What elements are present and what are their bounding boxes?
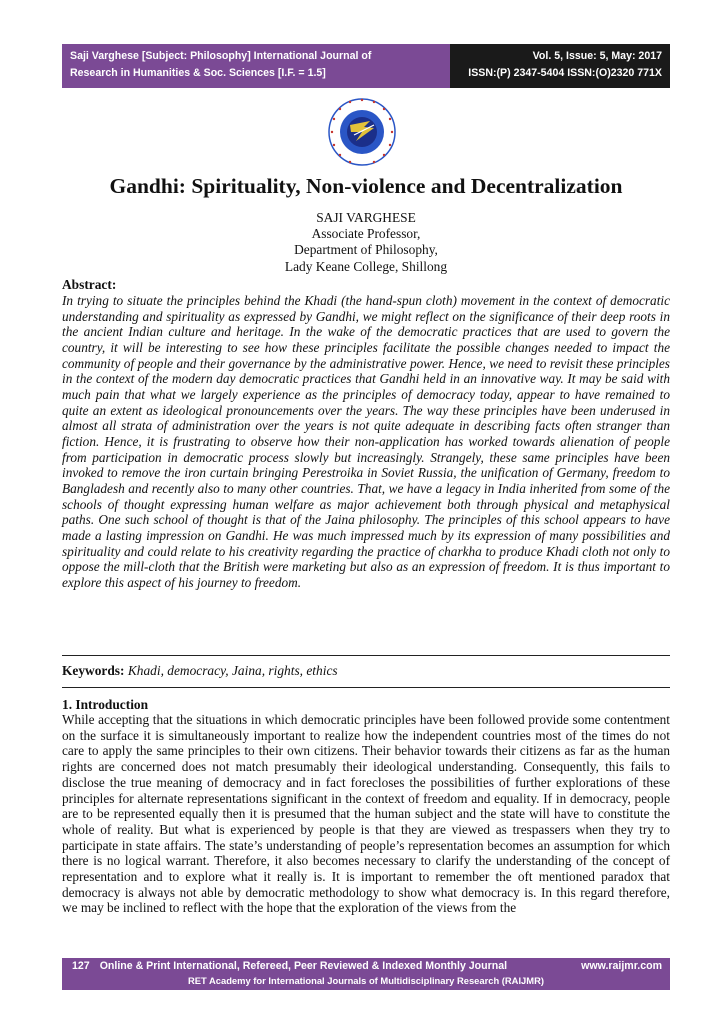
footer-publisher: RET Academy for International Journals of Multidisciplinary Research (RAIJMR) [188,975,544,986]
header-volume: Vol. 5, Issue: 5, May: 2017 [532,50,662,62]
introduction-text: While accepting that the situations in which democratic principles have been followed provide some contentment on the surface it is simultaneously important to realize how the independent countries most of the times do not care to apply the same principles to their own citizens. Their behavior towards their citizens as far as the human rights are concerned does not match presumably their ideological understanding. Consequently, this fails to disclose the true meaning of democracy and in fact forecloses the possibilities of further explorations of these principles for alternate representations significant in the context of freedom and equality. If in democracy, people are to be represented equally then it is presumed that the human subject and the state will have to constitute the whole of reality. But what is experienced by people is that they are viewed as trespassers when they try to participate in state affairs. The state’s understanding of people’s representation becomes an assumption for which there is no logical warrant. Therefore, it also becomes necessary to clarify the understanding of the concept of representation and to explore what it really is. It is important to remember the oft mentioned paradox that democracy is always not able by democratic methodology to show what democracy is. In this regard therefore, we may be inclined to reflect with the hope that the exploration of the views from the [62,712,670,916]
author-college: Lady Keane College, Shillong [284,258,448,274]
journal-footer [62,958,670,990]
footer-line1 [72,960,507,972]
abstract-text: In trying to situate the principles behind the Khadi (the hand-spun cloth) movement in the context of democratic understanding and spirituality as expressed by Gandhi, we might reflect on the significance of their deep roots in the ancient Indian culture and heritage. In the wake of the democratic practices that are used to govern the country, it will be interesting to see how these principles facilitate the possible changes needed to impact the community of people and their governance by the administrative power. Hence, we need to revisit these principles in the context of the modern day democratic practices that Gandhi held in an innovative way. It may be said with much pain that what we largely experience as the principles of democracy today, appear to have remained to quite an extent as ideological pronouncements over the years. The way these principles have been underused in almost all strata of administration over the years is not quite adequate in describing facts often stranger than fiction. Hence, it is frustrating to observe how their non-application has worked towards alienation of people from participation in democratic process slowly but increasingly. Strangely, these same principles have been invoked to remove the iron curtain bringing Perestroika in Soviet Russia, the unification of Germany, freedom to Bangladesh and recently also to many other countries. That, we have a legacy in India inherited from some of the schools of thought expressing human welfare as major achievement both through physical and metaphysical paths. One such school of thought is that of the Jaina philosophy. The principles of this school appears to have made a lasting impression on Gandhi. He was much impressed much by its expression of many possibilities and spirituality and could relate to his creativity regarding the practice of charkha to produce Khadi cloth not only to oppose the mill-cloth that the British were marketing but also as an expression of freedom. It is thus important to explore this aspect of his journey to freedom. [62,293,670,590]
footer-journal-description: Online & Print International, Refereed, Peer Reviewed & Indexed Monthly Journal [99,960,508,972]
author-department: Department of Philosophy, [294,242,438,258]
keywords-label: Keywords: [62,663,125,678]
header-issue-info [450,44,670,88]
footer-website-link[interactable]: www.raijmr.com [581,960,662,972]
journal-header [62,44,670,88]
header-author-subject: Saji Varghese [Subject: Philosophy] International Journal of [70,50,372,62]
paper-title: Gandhi: Spirituality, Non-violence and Decentralization [109,174,623,198]
divider-bottom [62,687,670,688]
header-issn: ISSN:(P) 2347-5404 ISSN:(O)2320 771X [468,67,662,79]
raijmr-seal-icon [318,97,406,167]
author-name: SAJI VARGHESE [316,210,416,225]
keywords-value: Khadi, democracy, Jaina, rights, ethics [127,663,338,678]
page-number: 127 [72,960,90,972]
abstract-heading: Abstract: [62,277,117,292]
header-journal-info [62,44,450,88]
divider-top [62,655,670,656]
raijmr-logo [318,97,406,167]
author-position: Associate Professor, [311,226,421,242]
keywords-line [62,663,338,679]
header-journal-name: Research in Humanities & Soc. Sciences [I.F. = 1.5] [70,67,326,79]
author-block [62,210,670,275]
introduction-heading: 1. Introduction [62,697,149,712]
